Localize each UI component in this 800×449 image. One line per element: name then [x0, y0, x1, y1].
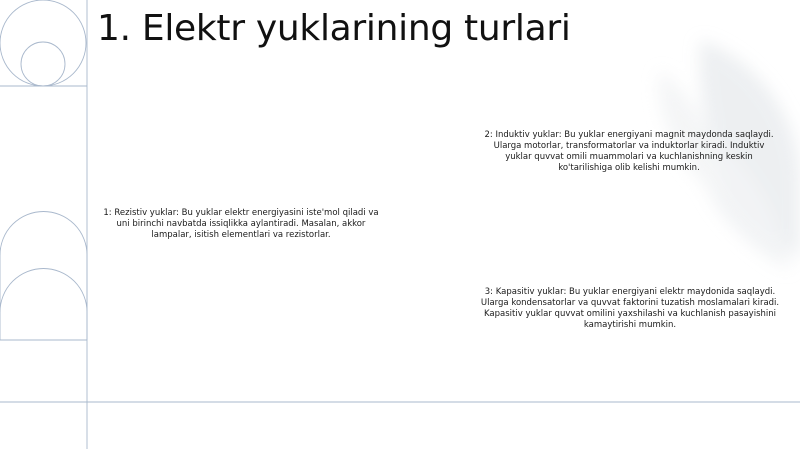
inductive-load-text: 2: Induktiv yuklar: Bu yuklar energiyani magnit maydonda saqlaydi. Ularga motorlar, transformatorlar va induktorlar kiradi. Induktiv yuklar quvvat omili muammolari va kuchlanishning keskin ko'tarilishiga olib kelishi mumkin.: [484, 130, 774, 173]
capacitive-load-text: 3: Kapasitiv yuklar: Bu yuklar energiyani elektr maydonida saqlaydi. Ularga kondensatorlar va quvvat faktorini tuzatish moslamalari kiradi. Kapasitiv yuklar quvvat omilini yaxshilashi va kuchlanish pasayishini kamaytirishi mumkin.: [480, 287, 780, 330]
slide-title: 1. Elektr yuklarining turlari: [97, 8, 571, 49]
resistive-load-text: 1: Rezistiv yuklar: Bu yuklar elektr energiyasini iste'mol qiladi va uni birinchi navbatda issiqlikka aylantiradi. Masalan, akkor lampalar, isitish elementlari va rezistorlar.: [103, 208, 379, 240]
